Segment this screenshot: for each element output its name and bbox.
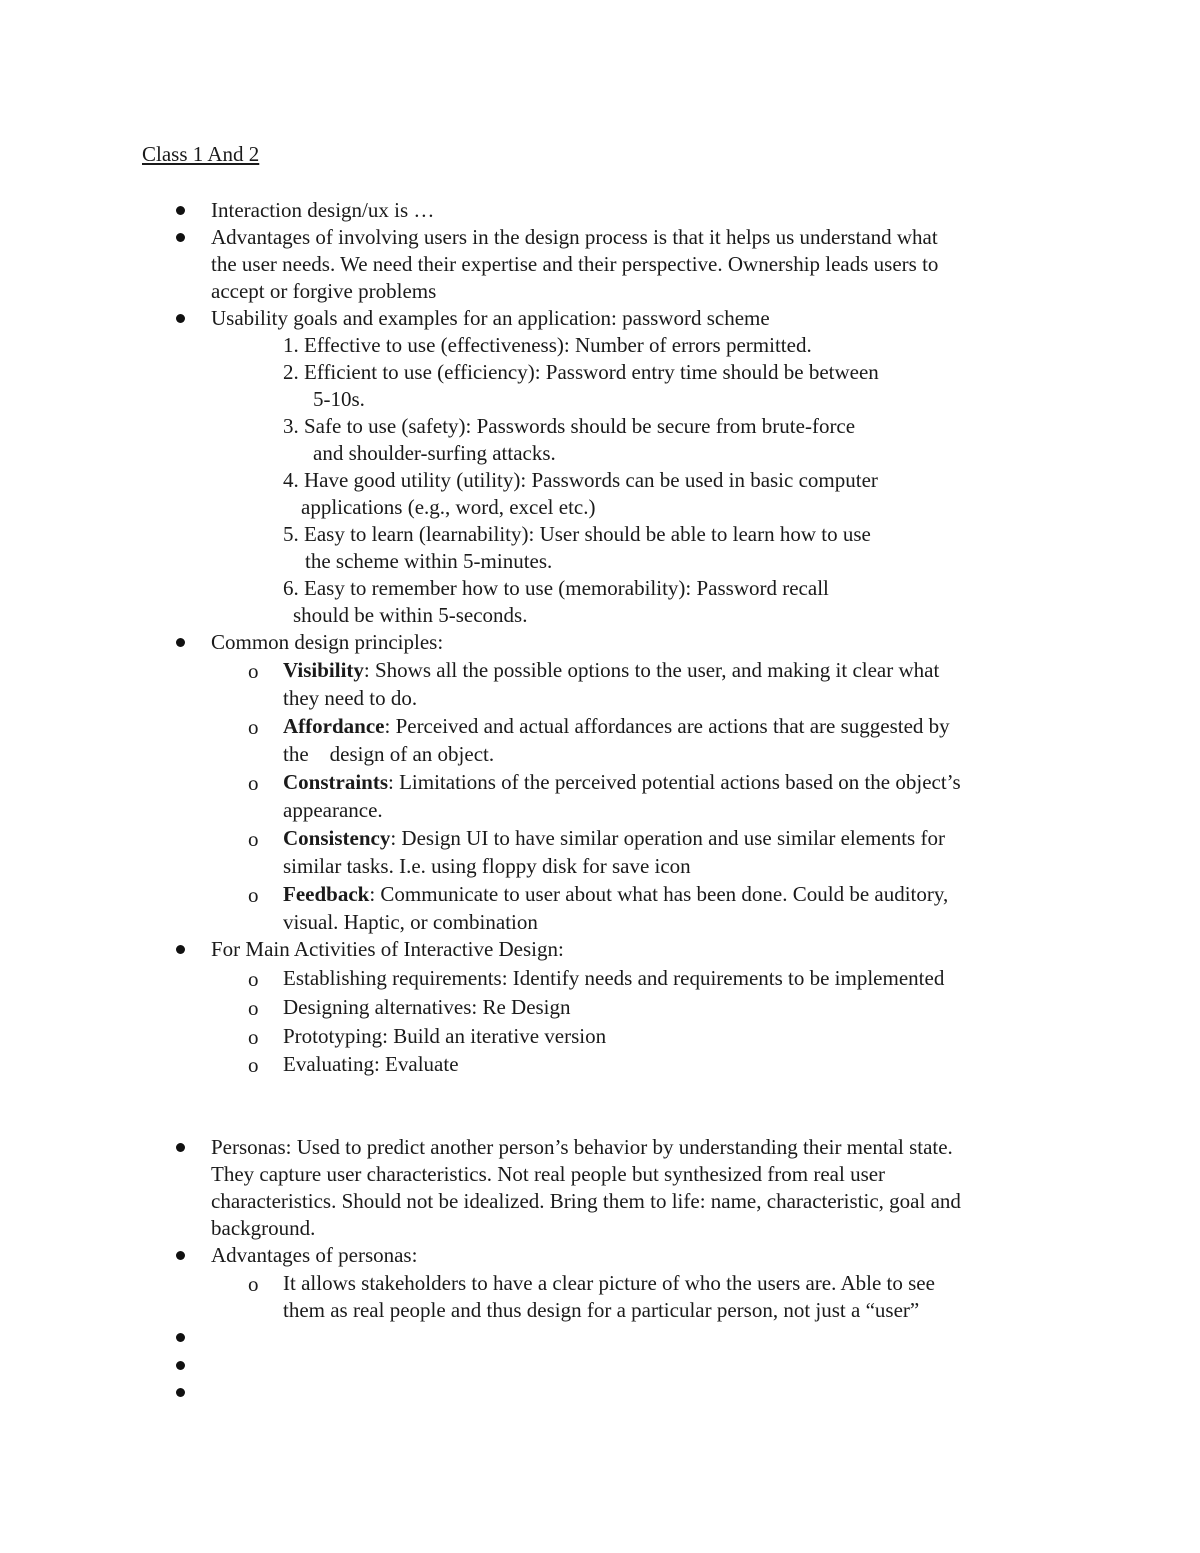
principle-item-cont: the design of an object.: [283, 742, 495, 766]
principle-term: Constraints: [283, 770, 389, 794]
bullet-text: Interaction design/ux is …: [211, 198, 435, 222]
principle-desc: : Limitations of the perceived potential actions based on the object’s: [388, 770, 961, 794]
bullet-icon: [176, 945, 185, 954]
activity-item: Establishing requirements: Identify needs and requirements to be implemented: [283, 966, 945, 990]
bullet-text: Common design principles:: [211, 630, 444, 654]
bullet-text: They capture user characteristics. Not real people but synthesized from real user: [211, 1162, 886, 1186]
page-title: Class 1 And 2: [142, 142, 260, 166]
principle-item-cont: similar tasks. I.e. using floppy disk for save icon: [283, 854, 691, 878]
principle-term: Affordance: [283, 714, 385, 738]
activity-item: Designing alternatives: Re Design: [283, 995, 571, 1019]
principle-item-cont: appearance.: [283, 798, 383, 822]
bullet-icon: [176, 638, 185, 647]
list-item-goal-cont: should be within 5-seconds.: [293, 603, 528, 627]
circle-bullet-icon: o: [248, 1272, 259, 1296]
list-item-goal: 6. Easy to remember how to use (memorability): Password recall: [283, 576, 829, 600]
circle-bullet-icon: o: [248, 1053, 259, 1077]
bullet-text: characteristics. Should not be idealized. Bring them to life: name, characteristic, goal and: [211, 1189, 961, 1213]
empty-bullet-icon: [176, 1388, 185, 1397]
activity-item: Prototyping: Build an iterative version: [283, 1024, 607, 1048]
principle-item: [283, 713, 950, 740]
principle-item-cont: they need to do.: [283, 686, 418, 710]
bullet-icon: [176, 314, 185, 323]
bullet-text: background.: [211, 1216, 316, 1240]
activity-item: Evaluating: Evaluate: [283, 1052, 459, 1076]
principle-item-cont: visual. Haptic, or combination: [283, 910, 538, 934]
bullet-icon: [176, 1143, 185, 1152]
bullet-text: the user needs. We need their expertise and their perspective. Ownership leads users to: [211, 252, 939, 276]
bullet-text: Personas: Used to predict another person’s behavior by understanding their mental state.: [211, 1135, 953, 1159]
list-item-goal: 2. Efficient to use (efficiency): Password entry time should be between: [283, 360, 879, 384]
bullet-text: For Main Activities of Interactive Design:: [211, 937, 564, 961]
bullet-text: Usability goals and examples for an application: password scheme: [211, 306, 770, 330]
circle-bullet-icon: o: [248, 883, 259, 907]
circle-bullet-icon: o: [248, 1025, 259, 1049]
principle-desc: : Perceived and actual affordances are actions that are suggested by: [384, 714, 950, 738]
list-item-goal: 1. Effective to use (effectiveness): Number of errors permitted.: [283, 333, 812, 357]
empty-bullet-icon: [176, 1333, 185, 1342]
list-item-goal: 5. Easy to learn (learnability): User should be able to learn how to use: [283, 522, 871, 546]
list-item-goal-cont: the scheme within 5-minutes.: [305, 549, 553, 573]
principle-item: [283, 881, 948, 908]
principle-item: [283, 657, 939, 684]
principle-term: Consistency: [283, 826, 391, 850]
principle-item: [283, 825, 945, 852]
circle-bullet-icon: o: [248, 771, 259, 795]
principle-term: Feedback: [283, 882, 370, 906]
bullet-icon: [176, 1251, 185, 1260]
list-item-goal-cont: applications (e.g., word, excel etc.): [301, 495, 596, 519]
bullet-text: Advantages of involving users in the design process is that it helps us understand what: [211, 225, 938, 249]
bullet-text: accept or forgive problems: [211, 279, 437, 303]
circle-bullet-icon: o: [248, 827, 259, 851]
advantage-item: It allows stakeholders to have a clear picture of who the users are. Able to see: [283, 1271, 935, 1295]
bullet-icon: [176, 206, 185, 215]
circle-bullet-icon: o: [248, 967, 259, 991]
principle-term: Visibility: [283, 658, 364, 682]
advantage-item-cont: them as real people and thus design for a particular person, not just a “user”: [283, 1298, 920, 1322]
list-item-goal: 3. Safe to use (safety): Passwords should be secure from brute-force: [283, 414, 856, 438]
list-item-goal-cont: and shoulder-surfing attacks.: [313, 441, 556, 465]
principle-desc: : Design UI to have similar operation and use similar elements for: [390, 826, 945, 850]
principle-desc: : Shows all the possible options to the user, and making it clear what: [363, 658, 940, 682]
principle-item: [283, 769, 961, 796]
bullet-icon: [176, 233, 185, 242]
principle-desc: : Communicate to user about what has been done. Could be auditory,: [369, 882, 949, 906]
circle-bullet-icon: o: [248, 715, 259, 739]
list-item-goal-cont: 5-10s.: [313, 387, 365, 411]
circle-bullet-icon: o: [248, 659, 259, 683]
list-item-goal: 4. Have good utility (utility): Passwords can be used in basic computer: [283, 468, 878, 492]
circle-bullet-icon: o: [248, 996, 259, 1020]
bullet-text: Advantages of personas:: [211, 1243, 418, 1267]
empty-bullet-icon: [176, 1361, 185, 1370]
